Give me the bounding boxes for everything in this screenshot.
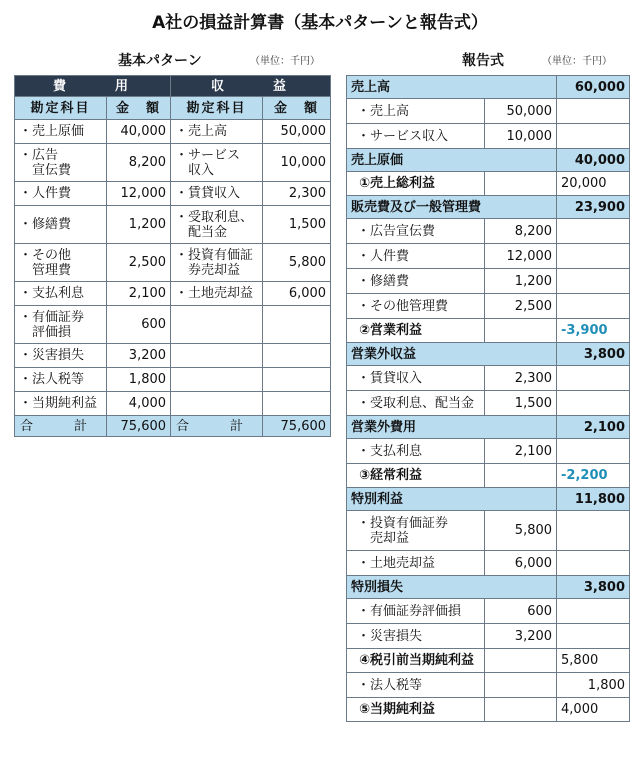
item-amount [485,673,557,698]
expense-account-cell: ・災害損失 [15,344,107,368]
expense-account-cell: ・人件費 [15,182,107,206]
table-row [15,368,331,392]
table-row [347,599,630,624]
item-value [557,124,630,149]
expense-account-cell: ・修繕費 [15,206,107,244]
section-name: 売上原価 [347,149,557,172]
section-value: 3,800 [557,343,630,366]
table-row [347,99,630,124]
item-name: ・賃貸収入 [347,366,485,391]
table-row [15,344,331,368]
expense-amount-cell: 12,000 [107,182,171,206]
table-row [347,244,630,269]
table-row [347,294,630,319]
item-value [557,624,630,649]
profit-value: 5,800 [557,649,630,673]
table-row [15,392,331,416]
expense-amount-cell: 1,800 [107,368,171,392]
revenue-account-cell: ・受取利息、 配当金 [171,206,263,244]
revenue-account-cell: ・投資有価証 券売却益 [171,244,263,282]
profit-row [347,649,630,673]
section-name: 営業外費用 [347,416,557,439]
item-amount: 3,200 [485,624,557,649]
item-value [557,511,630,551]
table-row [15,144,331,182]
table-row [347,439,630,464]
revenue-amount-cell: 6,000 [263,282,331,306]
revenue-account-cell: ・売上高 [171,120,263,144]
expense-amount-cell: 2,100 [107,282,171,306]
expense-account-cell: ・法人税等 [15,368,107,392]
revenue-account-cell [171,306,263,344]
item-name: ・土地売却益 [347,551,485,576]
report-format-table [346,75,630,722]
item-name: ・法人税等 [347,673,485,698]
profit-row [347,698,630,722]
report-section-title: 報告式 [462,53,504,69]
section-value: 3,800 [557,576,630,599]
item-amount: 12,000 [485,244,557,269]
basic-section-title: 基本パターン [118,53,202,69]
item-name: ・サービス収入 [347,124,485,149]
revenue-amount-cell [263,368,331,392]
profit-name: ①売上総利益 [347,172,485,196]
section-header-row [347,76,630,99]
item-value [557,599,630,624]
table-row [347,366,630,391]
section-value: 23,900 [557,196,630,219]
item-amount [485,172,557,196]
profit-name: ④税引前当期純利益 [347,649,485,673]
item-name: ・災害損失 [347,624,485,649]
section-name: 特別利益 [347,488,557,511]
item-amount: 600 [485,599,557,624]
revenue-total-label: 合 計 [171,416,263,437]
table-row [15,244,331,282]
section-value: 2,100 [557,416,630,439]
item-name: ・支払利息 [347,439,485,464]
revenue-amount-cell: 2,300 [263,182,331,206]
table-row [347,124,630,149]
revenue-amount-cell: 10,000 [263,144,331,182]
item-value [557,219,630,244]
item-amount: 8,200 [485,219,557,244]
item-amount: 1,500 [485,391,557,416]
revenue-account-header: 勘定科目 [171,97,263,120]
table-row [347,511,630,551]
expense-header: 費 用 [15,76,171,97]
profit-row [347,319,630,343]
item-value: 1,800 [557,673,630,698]
item-amount [485,649,557,673]
section-name: 特別損失 [347,576,557,599]
expense-amount-header: 金 額 [107,97,171,120]
item-name: ・売上高 [347,99,485,124]
table-row [347,551,630,576]
section-header-row [347,343,630,366]
revenue-amount-cell: 1,500 [263,206,331,244]
profit-name: ③経常利益 [347,464,485,488]
expense-amount-cell: 3,200 [107,344,171,368]
expense-total-amount: 75,600 [107,416,171,437]
item-value [557,366,630,391]
table-row [347,673,630,698]
item-amount: 6,000 [485,551,557,576]
expense-total-label: 合 計 [15,416,107,437]
section-name: 売上高 [347,76,557,99]
revenue-account-cell [171,392,263,416]
table-row [15,306,331,344]
section-header-row [347,196,630,219]
item-name: ・広告宣伝費 [347,219,485,244]
profit-value: 4,000 [557,698,630,722]
revenue-amount-cell: 50,000 [263,120,331,144]
section-value: 60,000 [557,76,630,99]
item-value [557,269,630,294]
profit-row [347,172,630,196]
expense-amount-cell: 2,500 [107,244,171,282]
profit-value: -3,900 [557,319,630,343]
item-value [557,99,630,124]
item-amount [485,319,557,343]
item-amount: 10,000 [485,124,557,149]
section-header-row [347,149,630,172]
item-name: ・受取利息、配当金 [347,391,485,416]
item-value [557,244,630,269]
item-amount: 2,500 [485,294,557,319]
report-unit-label: （単位：千円） [542,56,612,67]
item-value [557,294,630,319]
item-name: ・人件費 [347,244,485,269]
revenue-total-amount: 75,600 [263,416,331,437]
revenue-amount-header: 金 額 [263,97,331,120]
expense-account-cell: ・売上原価 [15,120,107,144]
expense-account-cell: ・当期純利益 [15,392,107,416]
table-row [15,120,331,144]
table-row [347,391,630,416]
revenue-account-cell: ・サービス 収入 [171,144,263,182]
expense-amount-cell: 1,200 [107,206,171,244]
revenue-header: 収 益 [171,76,331,97]
item-name: ・投資有価証券 売却益 [347,511,485,551]
revenue-amount-cell: 5,800 [263,244,331,282]
expense-account-cell: ・広告 宣伝費 [15,144,107,182]
basic-pattern-table [14,75,331,437]
item-amount: 2,100 [485,439,557,464]
expense-amount-cell: 40,000 [107,120,171,144]
expense-amount-cell: 600 [107,306,171,344]
item-amount: 50,000 [485,99,557,124]
profit-value: -2,200 [557,464,630,488]
section-header-row [347,416,630,439]
table-row [15,206,331,244]
table-row [347,269,630,294]
item-name: ・有価証券評価損 [347,599,485,624]
expense-account-header: 勘定科目 [15,97,107,120]
revenue-amount-cell [263,306,331,344]
profit-value: 20,000 [557,172,630,196]
expense-account-cell: ・有価証券 評価損 [15,306,107,344]
profit-name: ⑤当期純利益 [347,698,485,722]
section-header-row [347,488,630,511]
basic-unit-label: （単位：千円） [250,56,320,67]
expense-amount-cell: 8,200 [107,144,171,182]
revenue-account-cell [171,368,263,392]
item-amount: 1,200 [485,269,557,294]
expense-amount-cell: 4,000 [107,392,171,416]
table-row [15,182,331,206]
section-value: 11,800 [557,488,630,511]
item-amount [485,698,557,722]
revenue-account-cell: ・賃貸収入 [171,182,263,206]
item-name: ・修繕費 [347,269,485,294]
section-value: 40,000 [557,149,630,172]
table-row [347,219,630,244]
item-value [557,551,630,576]
item-amount: 2,300 [485,366,557,391]
revenue-account-cell: ・土地売却益 [171,282,263,306]
item-amount: 5,800 [485,511,557,551]
section-header-row [347,576,630,599]
item-value [557,439,630,464]
table-row [347,624,630,649]
item-amount [485,464,557,488]
revenue-account-cell [171,344,263,368]
profit-row [347,464,630,488]
item-name: ・その他管理費 [347,294,485,319]
page-title: A社の損益計算書（基本パターンと報告式） [152,13,488,33]
revenue-amount-cell [263,344,331,368]
table-row [15,282,331,306]
revenue-amount-cell [263,392,331,416]
expense-account-cell: ・支払利息 [15,282,107,306]
profit-name: ②営業利益 [347,319,485,343]
item-value [557,391,630,416]
expense-account-cell: ・その他 管理費 [15,244,107,282]
section-name: 販売費及び一般管理費 [347,196,557,219]
section-name: 営業外収益 [347,343,557,366]
